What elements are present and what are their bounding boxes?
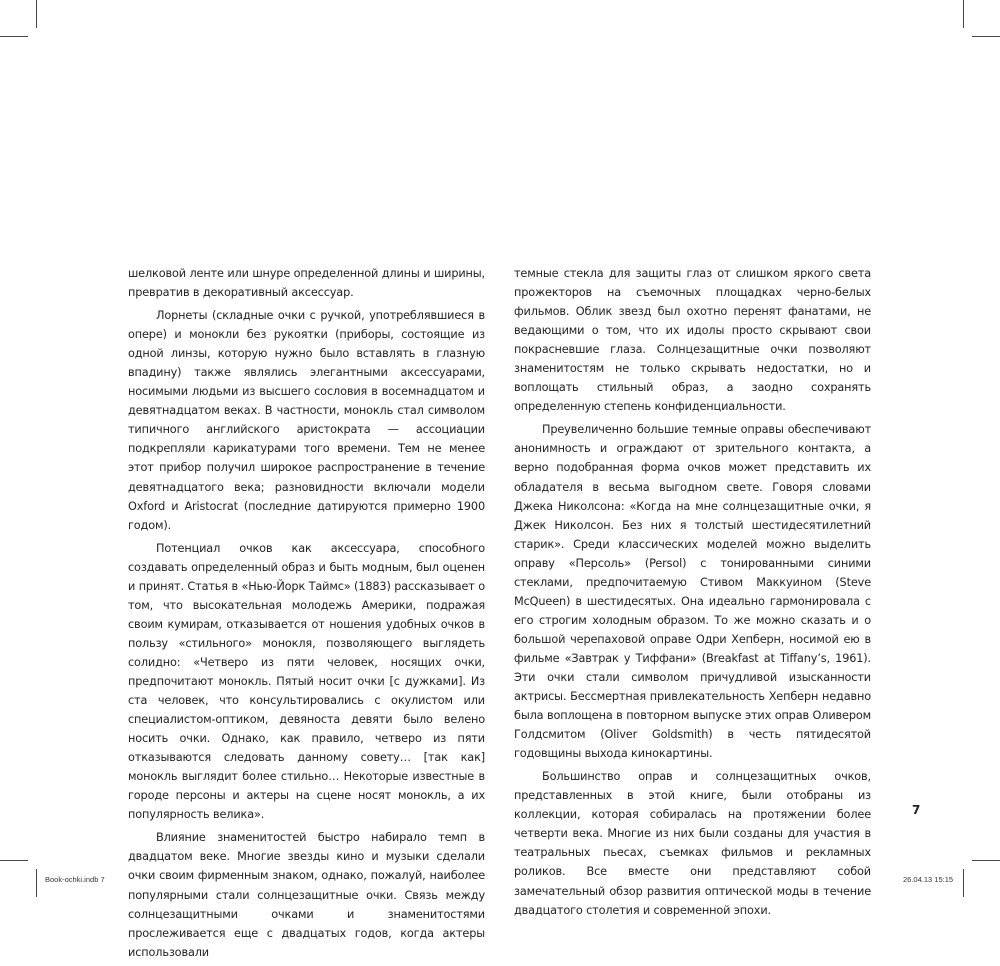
crop-mark [963, 869, 964, 897]
paragraph: шелковой ленте или шнуре определенной длины и ширины, превратив в декоративный аксессуар. [128, 267, 485, 300]
crop-mark [36, 0, 37, 28]
paragraph: Большинство оправ и солнцезащитных очков, представленных в этой книге, были отобраны из коллекции, которая собиралась на протяжении более четверти века. Многие из них были созданы для участия в театральных пьесах, съемках фильмов и рекламных роликов. Все вместе они представляют собой замечательный обзор развития оптической моды в течение двадцатого столетия и современной эпохи. [514, 770, 871, 917]
crop-mark [963, 0, 964, 28]
paragraph: Лорнеты (складные очки с ручкой, употреблявшиеся в опере) и монокли без рукоятки (приборы, состоящие из одной линзы, которую нужно было вставлять в глазную впадину) также являлись элегантными аксессуарами, носимыми людьми из высшего сословия в восемнадцатом и девятнадцатом веках. В частности, монокль стал символом типичного английского аристократа — ассоциации подкрепляли карикатурами того времени. Тем не менее этот прибор получил широкое распространение в течение девятнадцатого века; разновидности включали модели Oxford и Aristocrat (последние датируются примерно 1900 годом). [128, 309, 485, 532]
page-number: 7 [912, 803, 921, 817]
crop-mark [0, 860, 28, 861]
left-text-column [128, 264, 485, 966]
paragraph: Преувеличенно большие темные оправы обеспечивают анонимность и ограждают от зрительного контакта, а верно подобранная форма очков может представить их обладателя в весьма выгодном свете. Говоря словами Джека Николсона: «Когда на мне солнцезащитные очки, я Джек Николсон. Без них я толстый шестидесятилетний старик». Среди классических моделей можно выделить оправу «Персоль» (Persol) с тонированными синими стеклами, предпочитаемую Стивом Маккуином (Steve McQueen) в шестидесятых. Она идеально гармонировала с его строгим холодным образом. То же можно сказать и о большой черепаховой оправе Одри Хепберн, носимой ею в фильме «Завтрак у Тиффани» (Breakfast at Tiffany’s, 1961). Эти очки стали символом причудливой изысканности актрисы. Бессмертная привлекательность Хепберн недавно была воплощена в повторном выпуске этих оправ Оливером Голдсмитом (Oliver Goldsmith) в честь пятидесятой годовщины выхода кинокартины. [514, 423, 871, 761]
slug-file-name: Book-ochki.indb 7 [45, 875, 105, 884]
crop-mark [0, 36, 28, 37]
paragraph: Потенциал очков как аксессуара, способного создавать определенный образ и быть модным, был оценен и принят. Статья в «Нью-Йорк Таймс» (1883) рассказывает о том, что высокательная молодежь Америки, подражая своим кумирам, отказывается от ношения удобных очков в пользу «стильного» монокля, позволяющего выглядеть солидно: «Четверо из пяти человек, носящих очки, предпочитают монокль. Пятый носит очки [с дужками]. Из ста человек, что консультировались с окулистом или специалистом-оптиком, девяноста девяти было велено носить очки. Однако, как правило, четверо из пяти отказываются следовать данному совету… [так как] монокль выглядит более стильно… Некоторые известные в городе персоны и актеры на сцене носят монокль, а их популярность велика». [128, 541, 485, 822]
crop-mark [972, 860, 1000, 861]
crop-mark [36, 869, 37, 897]
paragraph: Влияние знаменитостей быстро набирало темп в двадцатом веке. Многие звезды кино и музыки сделали очки своим фирменным знаком, однако, пожалуй, наиболее популярными стали солнцезащитные очки. Связь между солнцезащитными очками и знаменитостями прослеживается еще с двадцатых годов, когда актеры использовали [128, 831, 485, 959]
right-text-column [514, 264, 871, 924]
crop-mark [972, 36, 1000, 37]
slug-date: 26.04.13 15:15 [903, 875, 954, 884]
paragraph: темные стекла для защиты глаз от слишком яркого света прожекторов на съемочных площадках черно-белых фильмов. Облик звезд был охотно перенят фанатами, не ведающими о том, что их идолы просто скрывают свои покрасневшие глаза. Солнцезащитные очки позволяют знаменитостям не только скрывать недостатки, но и воплощать стильный образ, а заодно сохранять определенную степень конфиденциальности. [514, 267, 871, 414]
